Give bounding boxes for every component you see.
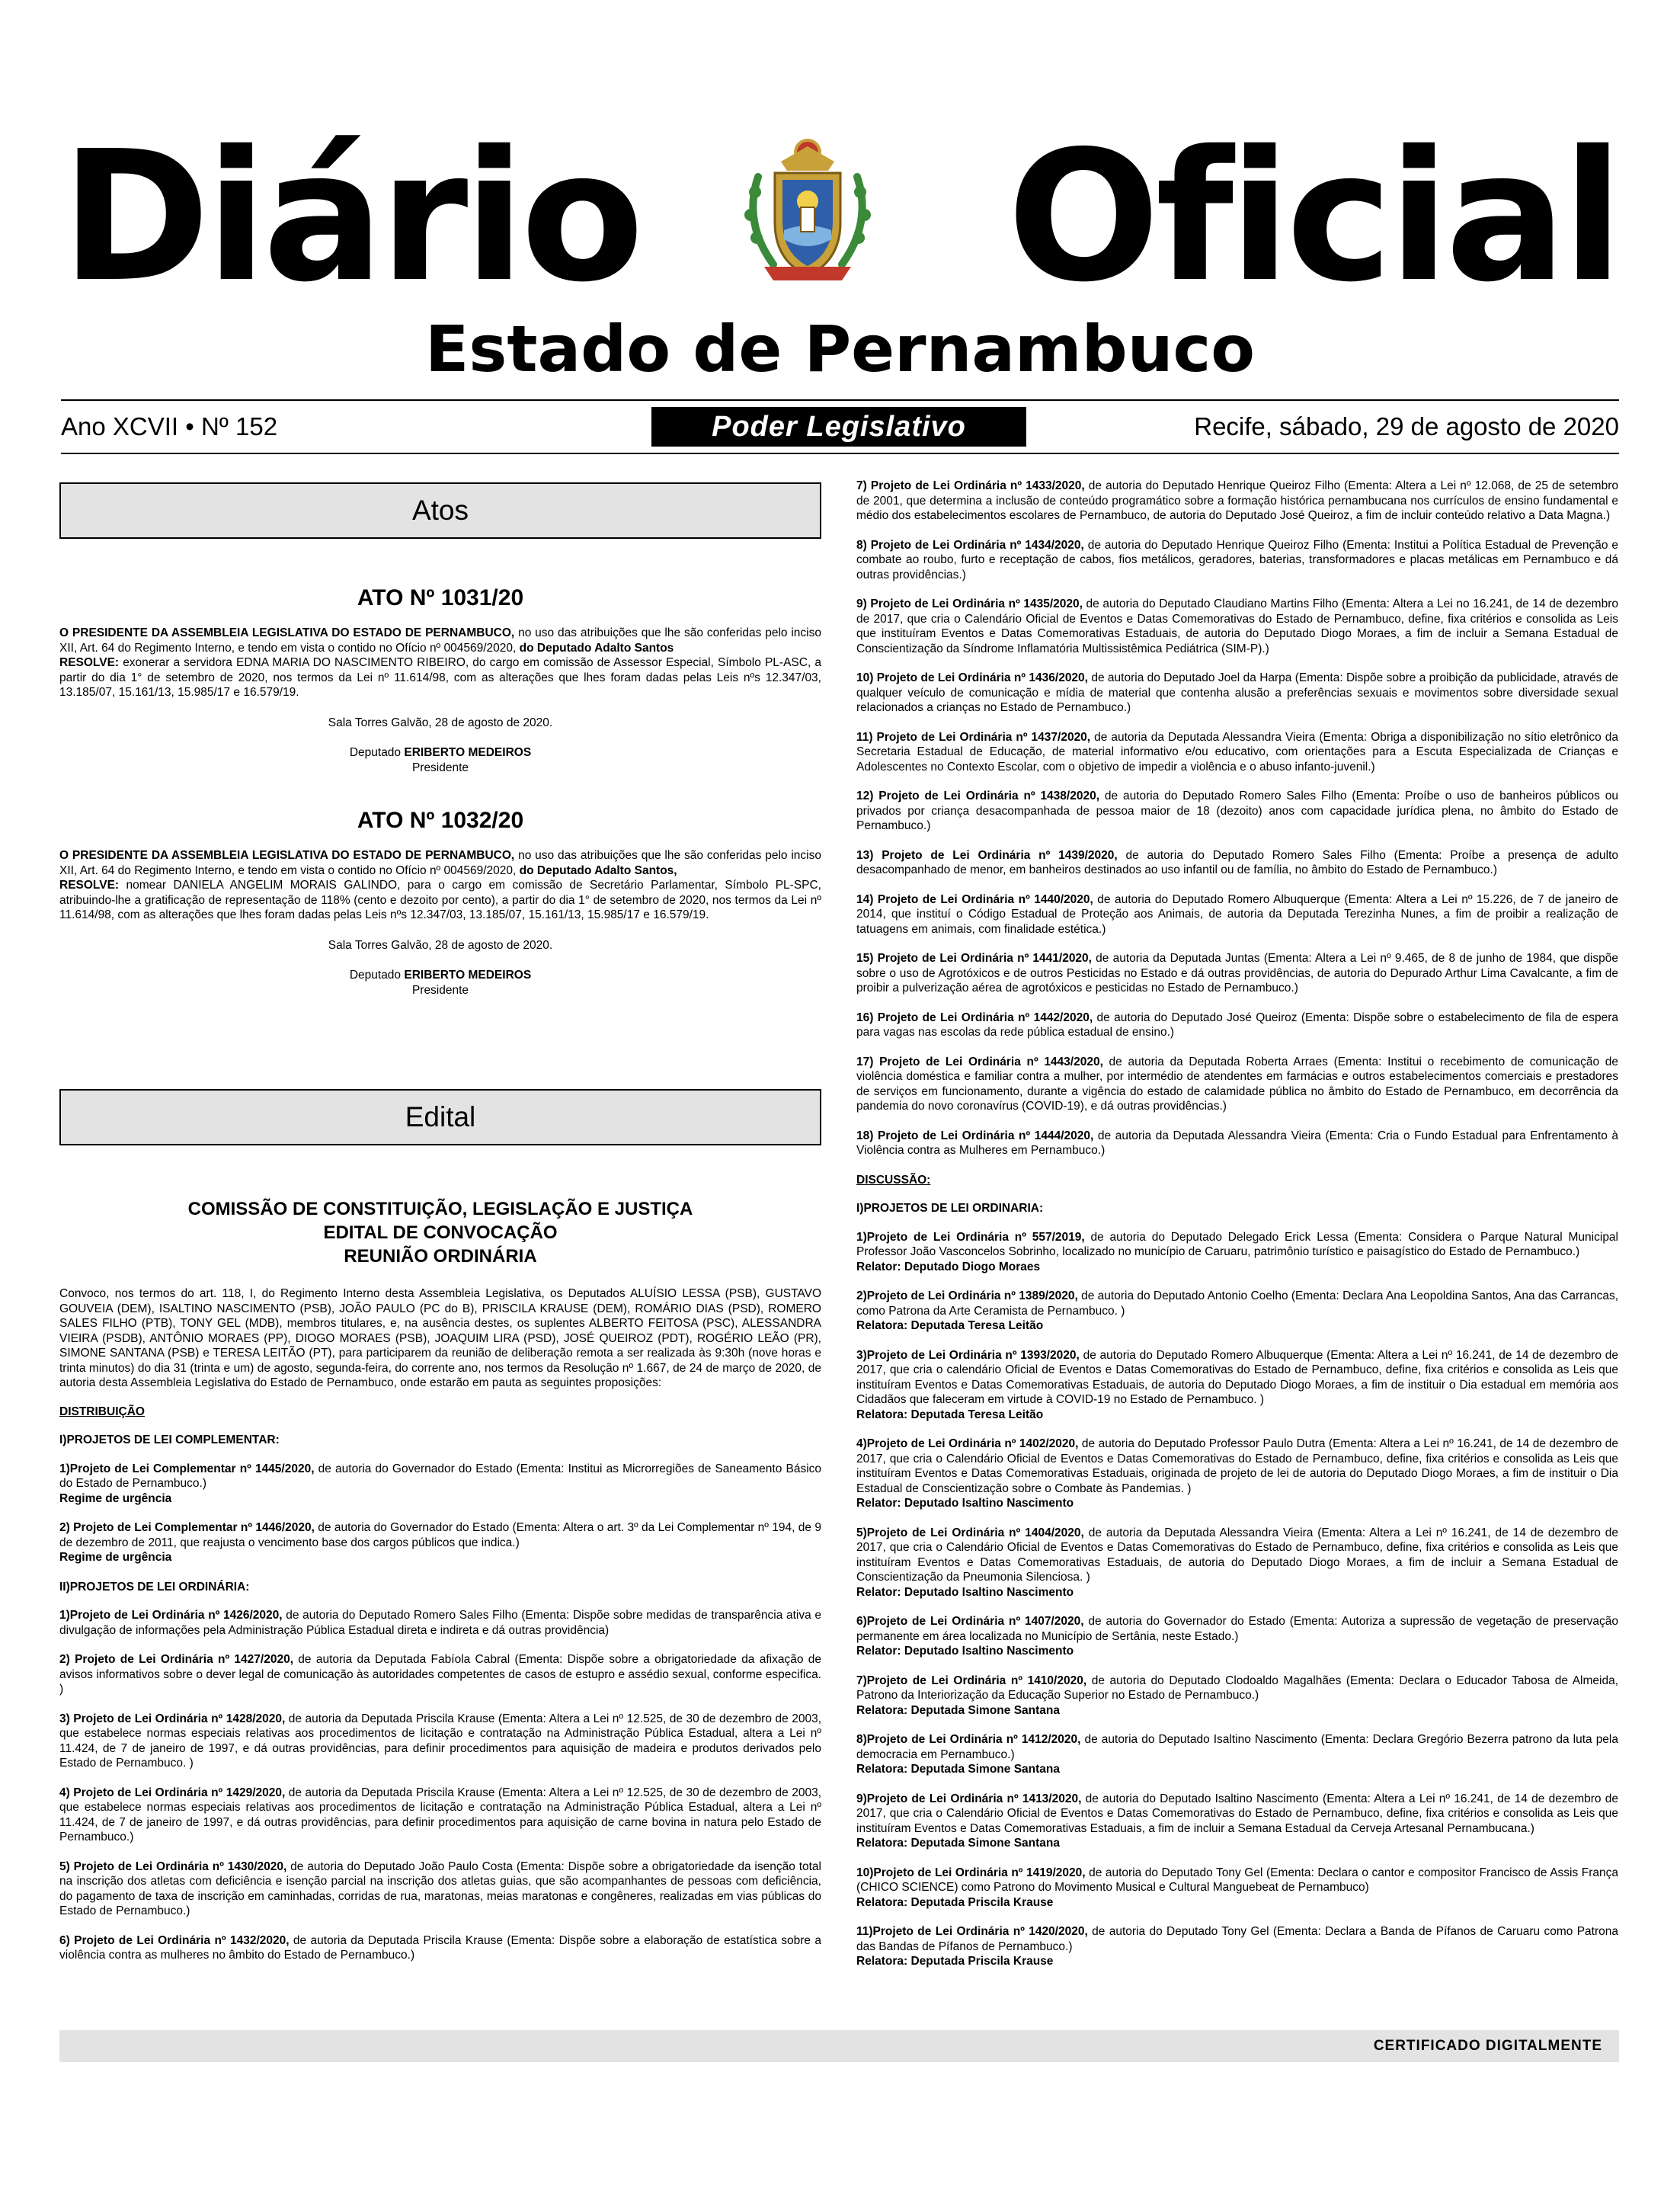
project-item: 1)Projeto de Lei Ordinária nº 1426/2020, de autoria do Deputado Romero Sales Filho (Ementa: Dispõe sobre medidas de transparência ativa e divulgação de informações pela Administração Pública Estadual direta e indireta e dá outras providência) <box>59 1609 822 1637</box>
project-item-note: Relatora: Deputada Simone Santana <box>856 1763 1061 1776</box>
project-item: 10) Projeto de Lei Ordinária nº 1436/2020, de autoria do Deputado Joel da Harpa (Ementa: Dispõe sobre a proibição da publicidade, através de qualquer veículo de comunicação e mídia de material que contenha alusão a preferências sexuais e movimentos sobre diversidade sexual relacionados a crianças no Estado de Pernambuco.) <box>856 671 1619 714</box>
state-coat-of-arms-icon <box>728 131 888 291</box>
discussion-heading: DISCUSSÃO: <box>856 1173 931 1187</box>
project-item: 2) Projeto de Lei Complementar nº 1446/2020, de autoria do Governador do Estado (Ementa: Altera o art. 3º da Lei Complementar nº 194, de 9 de dezembro de 2011, que reajusta o vencimento base dos cargos públicos que indica.) Regime de urgência <box>59 1521 821 1564</box>
left-column <box>59 479 821 1978</box>
project-item: 10)Projeto de Lei Ordinária nº 1419/2020, de autoria do Deputado Tony Gel (Ementa: Declara o cantor e compositor Francisco de Assis França (CHICO SCIENCE) como Patrono do Movimento Musical e Cultural Manguebeat de Pernambuco) Relatora: Deputada Priscila Krause <box>856 1866 1619 1909</box>
project-item: 12) Projeto de Lei Ordinária nº 1438/2020, de autoria do Deputado Romero Sales Filho (Ementa: Proíbe o uso de banheiros públicos ou privados por criança desacompanhada de pessoa maior de 18 (dezoito) anos com capacidade jurídica plena, no âmbito do Estado de Pernambuco.) <box>856 790 1618 832</box>
project-item: 1)Projeto de Lei Complementar nº 1445/2020, de autoria do Governador do Estado (Ementa: Institui as Microrregiões de Saneamento Básico do Estado de Pernambuco.) Regime de urgência <box>59 1462 822 1505</box>
ordinary-projects-list <box>59 1608 821 1963</box>
project-item: 6) Projeto de Lei Ordinária nº 1432/2020, de autoria da Deputada Priscila Krause (Ementa: Dispõe sobre a elaboração de estatística sobre a violência contra as mulheres no âmbito do Estado de Pernambuco.) <box>59 1933 821 1962</box>
masthead-rule-top <box>61 399 1619 401</box>
project-item: 8)Projeto de Lei Ordinária nº 1412/2020, de autoria do Deputado Isaltino Nascimento (Ementa: Declara Gregório Bezerra patrono da luta pela democracia em Pernambuco.) Relatora: Deputada Simone Santana <box>856 1733 1618 1776</box>
ato-1031-preamble: O PRESIDENTE DA ASSEMBLEIA LEGISLATIVA DO ESTADO DE PERNAMBUCO, no uso das atribuições que lhe são conferidas pelo inciso XII, Art. 64 do Regimento Interno, e tendo em vista o contido no Ofício nº 004569/2020, do Deputado Adalto Santos <box>59 626 821 655</box>
ato-1032-signer-role: Presidente <box>411 983 469 997</box>
right-column <box>856 479 1618 1984</box>
ato-1032-resolve: RESOLVE: nomear DANIELA ANGELIM MORAIS GALINDO, para o cargo em comissão de Secretário Parlamentar, Símbolo PL-SPC, atribuindo-lhe a gratificação de representação de 118% (cento e dezoito por cento), a partir do dia 1° de setembro de 2020, nos termos da Lei nº 11.614/98, com as alterações que lhes foram dadas pelas Leis nºs 12.347/03, 13.185/07, 15.161/13, 15.985/17 e 16.579/19. <box>59 879 821 921</box>
publication-date: Recife, sábado, 29 de agosto de 2020 <box>1194 412 1619 440</box>
project-item: 14) Projeto de Lei Ordinária nº 1440/2020, de autoria do Deputado Romero Albuquerque (Ementa: Altera a Lei nº 15.226, de 7 de janeiro de 2014, que instituí o Código Estadual de Proteção aos Animais, de autoria da Deputada Terezinha Nunes, a fim de proibir a realização de tatuagens em animais, com finalidade estética.) <box>856 892 1619 936</box>
digital-certification-label: CERTIFICADO DIGITALMENTE <box>1373 2038 1602 2054</box>
project-item: 3)Projeto de Lei Ordinária nº 1393/2020, de autoria do Deputado Romero Albuquerque (Ementa: Altera a Lei nº 16.241, de 14 de dezembro de 2017, que cria o calendário Oficial de Eventos e Datas Comemorativas do Estado de Pernambuco, define, fixa critérios e consolida as Leis que instituíram Eventos e Datas Comemorativas Estaduais, de autoria do Deputado Diogo Moraes, a fim de instituir o Dia estadual em memória aos Cidadãos que faleceram em virtude à COVID-19 no Estado de Pernambuco. ) Relatora: Deputada Teresa Leitão <box>856 1348 1618 1421</box>
discussion-projects-list <box>856 1230 1618 1969</box>
project-item-note: Relatora: Deputada Priscila Krause <box>856 1895 1054 1909</box>
edital-title: EDITAL DE CONVOCAÇÃO <box>323 1222 558 1243</box>
project-item: 18) Projeto de Lei Ordinária nº 1444/2020, de autoria da Deputada Alessandra Vieira (Ementa: Cria o Fundo Estadual para Enfrentamento à Violência contra as Mulheres em Pernambuco.) <box>856 1129 1619 1157</box>
ato-1032-title: ATO Nº 1032/20 <box>357 808 524 833</box>
project-item-note: Relatora: Deputada Teresa Leitão <box>856 1408 1044 1421</box>
project-item: 6)Projeto de Lei Ordinária nº 1407/2020, de autoria do Governador do Estado (Ementa: Autoriza a supressão de vegetação de preservação permanente em área localizada no Município de Sertânia, neste Estado.) Relator: Deputado Isaltino Nascimento <box>856 1615 1618 1658</box>
discussion-projects-heading: I)PROJETOS DE LEI ORDINARIA: <box>856 1202 1044 1215</box>
edition-number: Ano XCVII • Nº 152 <box>61 412 278 440</box>
project-item-note: Regime de urgência <box>59 1491 172 1505</box>
project-item-note: Relator: Deputado Isaltino Nascimento <box>856 1497 1074 1510</box>
project-item: 5) Projeto de Lei Ordinária nº 1430/2020, de autoria do Deputado João Paulo Costa (Ementa: Dispõe sobre a obrigatoriedade da isenção total na inscrição dos atletas com deficiência e isenção parcial na inscrição dos atletas guias, que são acompanhantes de pessoas com deficiência, do pagamento de taxa de inscrição em caminhadas, corridas de rua, maratonas, meias maratonas e congêneres, realizadas em vias públicas do Estado de Pernambuco.) <box>59 1859 821 1917</box>
ato-1032-preamble: O PRESIDENTE DA ASSEMBLEIA LEGISLATIVA DO ESTADO DE PERNAMBUCO, no uso das atribuições que lhe são conferidas pelo inciso XII, Art. 64 do Regimento Interno, e tendo em vista o contido no Ofício nº 004569/2020, do Deputado Adalto Santos, <box>59 849 821 877</box>
project-item: 5)Projeto de Lei Ordinária nº 1404/2020, de autoria da Deputada Alessandra Vieira (Ementa: Altera a Lei nº 16.241, de 14 de dezembro de 2017, que cria o Calendário Oficial de Eventos e Datas Comemorativas do Estado de Pernambuco, define, fixa critérios e consolida as Leis que instituíram Eventos e Datas Comemorativas Estaduais, de autoria do Deputado Diogo Moraes, a fim de incluir a Semana Estadual de Conscientização da Pneumonia Silenciosa. ) Relator: Deputado Isaltino Nascimento <box>856 1526 1618 1599</box>
project-item-note: Relatora: Deputada Simone Santana <box>856 1837 1061 1850</box>
section-tag: Poder Legislativo <box>651 407 1026 447</box>
masthead-title-left: Diário <box>61 112 640 322</box>
project-item: 2)Projeto de Lei Ordinária nº 1389/2020, de autoria do Deputado Antonio Coelho (Ementa: Declara Ana Leopoldina Santos, Ana das Carrancas, como Patrona da Arte Ceramista de Pernambuco. ) Relatora: Deputada Teresa Leitão <box>856 1289 1618 1332</box>
project-item: 1)Projeto de Lei Ordinária nº 557/2019, de autoria do Deputado Delegado Erick Lessa (Ementa: Considera o Parque Natural Municipal Professor João Vasconcelos Sobrinho, localizado no município de Caruaru, patrimônio turístico e paisagístico do Estado de Pernambuco.) Relator: Deputado Diogo Moraes <box>856 1230 1618 1273</box>
ato-1032-place-date: Sala Torres Galvão, 28 de agosto de 2020. <box>328 938 553 952</box>
complementary-projects-list <box>59 1462 821 1565</box>
project-item: 15) Projeto de Lei Ordinária nº 1441/2020, de autoria da Deputada Juntas (Ementa: Altera a Lei nº 9.465, de 8 de junho de 1984, que dispõe sobre o uso de Agrotóxicos e de outros Pesticidas no Estado e dá outras providências, de autoria do Depurado Arthur Lima Cavalcante, a fim de proibir a pulverização aérea de agrotóxicos e pesticidas no Estado de Pernambuco.) <box>856 952 1618 995</box>
complementary-projects-heading: I)PROJETOS DE LEI COMPLEMENTAR: <box>59 1433 280 1446</box>
project-item: 9) Projeto de Lei Ordinária nº 1435/2020, de autoria do Deputado Claudiano Martins Filho (Ementa: Altera a Lei no 16.241, de 14 de dezembro de 2017, que cria o Calendário Oficial de Eventos e Datas Comemorativas do Estado de Pernambuco, define, fixa critérios e consolida as Leis que instituíram Eventos e Datas Comemorativas Estaduais, de autoria do Deputado Diogo Moraes, a fim de incluir a Semana Estadual de Conscientização da Síndrome Inflamatória Multissistêmica Pediátrica (SIM-P).) <box>856 597 1618 655</box>
ato-1031-signature: Deputado ERIBERTO MEDEIROS <box>349 746 532 759</box>
convocation-intro: Convoco, nos termos do art. 118, I, do Regimento Interno desta Assembleia Legislativa, os Deputados ALUÍSIO LESSA (PSB), GUSTAVO GOUVEIA (DEM), ISALTINO NASCIMENTO (PSB), JOÃO PAULO (PC do B), PRISCILA KRAUSE (DEM), ROMÁRIO DIAS (PSD), ROMERO SALES FILHO (PTB), TONY GEL (MDB), membros titulares, e, na ausência destes, os suplentes ALBERTO FEITOSA (PSC), ALESSANDRA VIEIRA (PSDB), ANTÔNIO MORAES (PP), DIOGO MORAES (PSB), JOAQUIM LIRA (PSD), JOSÉ QUEIROZ (PDT), ROGÉRIO LEÃO (PR), SIMONE SANTANA (PSB) e TERESA LEITÃO (PT), para participarem da reunião de deliberação remota a ser realizada às 9:30h (nove horas e trinta minutos) do dia 31 (trinta e um) de agosto, segunda-feira, do corrente ano, nos termos da Resolução nº 1.667, de 24 de março de 2020, de autoria desta Assembleia Legislativa do Estado de Pernambuco, onde estarão em pauta as seguintes proposições: <box>59 1287 821 1389</box>
project-item: 2) Projeto de Lei Ordinária nº 1427/2020, de autoria da Deputada Fabíola Cabral (Ementa: Dispõe sobre a obrigatoriedade da afixação de avisos informativos sobre o dever legal de comunicação às autoridades competentes de casos de estupro e assédio sexual, conforme especifica. ) <box>59 1653 821 1696</box>
project-item-note: Regime de urgência <box>59 1551 172 1564</box>
ato-1031-resolve: RESOLVE: exonerar a servidora EDNA MARIA DO NASCIMENTO RIBEIRO, do cargo em comissão de Assessor Especial, Símbolo PL-ASC, a partir do dia 1° de setembro de 2020, nos termos da Lei nº 11.614/98, com as alterações que lhes foram dadas pelas Leis nºs 12.347/03, 13.185/07, 15.161/13, 15.985/17 e 16.579/19. <box>59 656 821 699</box>
ato-1031-signer-role: Presidente <box>411 761 469 774</box>
project-item-note: Relator: Deputado Diogo Moraes <box>856 1260 1041 1273</box>
project-item-note: Relator: Deputado Isaltino Nascimento <box>856 1645 1074 1658</box>
section-heading-edital: Edital <box>59 1089 821 1145</box>
project-item: 4) Projeto de Lei Ordinária nº 1429/2020, de autoria da Deputada Priscila Krause (Ementa: Altera a Lei nº 12.525, de 30 de dezembro de 2003, que estabelece normas especiais relativas aos procedimentos de licitação e contratação na Administração Pública Estadual, altera a Lei nº 11.424, de 7 de janeiro de 1997, e dá outras providências, para definir procedimentos para aquisição de carne bovina in natura pelo Estado de Pernambuco.) <box>59 1786 821 1843</box>
commission-title: COMISSÃO DE CONSTITUIÇÃO, LEGISLAÇÃO E JUSTIÇA <box>187 1199 693 1219</box>
project-item-note: Relatora: Deputada Teresa Leitão <box>856 1319 1044 1332</box>
footer-bar <box>59 2030 1619 2062</box>
project-item-note: Relator: Deputado Isaltino Nascimento <box>856 1585 1074 1599</box>
project-item: 7) Projeto de Lei Ordinária nº 1433/2020, de autoria do Deputado Henrique Queiroz Filho (Ementa: Altera a Lei nº 12.068, de 25 de setembro de 2001, que determina a inclusão de conteúdo programático sobre a formação histórica pernambucana nos currículos de ensino fundamental e médio dos estabelecimentos escolares de Pernambuco, de autoria do Deputado José Queiroz, a fim de incluir conteúdo relativo a Data Magna.) <box>856 479 1618 522</box>
project-item: 9)Projeto de Lei Ordinária nº 1413/2020, de autoria do Deputado Isaltino Nascimento (Ementa: Altera a Lei nº 16.241, de 14 de dezembro de 2017, que cria o Calendário Oficial de Eventos e Datas Comemorativas do Estado de Pernambuco, define, fixa critérios e consolida as Leis que instituíram Eventos e Datas Comemorativas Estaduais, a fim de incluir a Semana Estadual da Cerveja Artesanal Pernambucana.) Relatora: Deputada Simone Santana <box>856 1792 1618 1850</box>
project-item: 11) Projeto de Lei Ordinária nº 1437/2020, de autoria da Deputada Alessandra Vieira (Ementa: Obriga a disponibilização no sítio eletrônico da Secretaria Estadual de Educação, de material informativo e/ou educativo, com orientações para a Escuta Especializada de Crianças e Adolescentes no Contexto Escolar, com o objetivo de impedir a violência e o abuso infanto-juvenil.) <box>856 730 1619 774</box>
project-item: 17) Projeto de Lei Ordinária nº 1443/2020, de autoria da Deputada Roberta Arraes (Ementa: Institui o recebimento de comunicação de violência doméstica e familiar contra a mulher, por intermédio de atendentes em farmácias e outros estabelecimentos comerciais e prestadores de serviços em funcionamento, durante a vigência do estado de calamidade pública no âmbito do Estado de Pernambuco, em decorrência da pandemia do novo coronavírus (COVID-19), e dá outras providências.) <box>856 1055 1618 1113</box>
distribution-heading: DISTRIBUIÇÃO <box>59 1405 145 1418</box>
masthead-subtitle: Estado de Pernambuco <box>424 312 1256 386</box>
meeting-title: REUNIÃO ORDINÁRIA <box>344 1246 537 1267</box>
section-heading-atos: Atos <box>59 482 821 539</box>
project-item: 11)Projeto de Lei Ordinária nº 1420/2020, de autoria do Deputado Tony Gel (Ementa: Declara a Banda de Pífanos de Caruaru como Patrona das Bandas de Pífanos de Pernambuco.) Relatora: Deputada Priscila Krause <box>856 1925 1618 1968</box>
project-item: 4)Projeto de Lei Ordinária nº 1402/2020, de autoria do Deputado Professor Paulo Dutra (Ementa: Altera a Lei nº 16.241, de 14 de dezembro de 2017, que cria o Calendário Oficial de Eventos e Datas Comemorativas do Estado de Pernambuco, define, fixa critérios e consolida as Leis que instituíram Eventos e Datas Comemorativas Estaduais, originada de projeto de lei de autoria do Deputado Diogo Moraes, a fim de instituir o Dia Estadual de Conscientização sobre o Combate às Pandemias. ) Relator: Deputado Isaltino Nascimento <box>856 1437 1619 1510</box>
masthead-title-right: Oficial <box>1006 112 1619 322</box>
ato-1031-title: ATO Nº 1031/20 <box>357 585 524 610</box>
project-item: 3) Projeto de Lei Ordinária nº 1428/2020, de autoria da Deputada Priscila Krause (Ementa: Altera a Lei nº 12.525, de 30 de dezembro de 2003, que estabelece normas especiais relativas aos procedimentos de licitação e contratação na Administração Pública Estadual, altera a Lei nº 11.424, de 7 de janeiro de 1997, e dá outras providências, para definir procedimentos para aquisição de madeira e produtos derivados pelo Estado de Pernambuco. ) <box>59 1712 821 1770</box>
ato-1031-place-date: Sala Torres Galvão, 28 de agosto de 2020. <box>328 716 553 729</box>
masthead-rule-bottom <box>61 453 1619 454</box>
project-item: 8) Projeto de Lei Ordinária nº 1434/2020, de autoria do Deputado Henrique Queiroz Filho (Ementa: Institui a Política Estadual de Prevenção e combate ao roubo, furto e receptação de cabos, fios metálicos, geradores, baterias, transformadores e placas metálicas em Pernambuco e dá outras providências.) <box>856 538 1618 581</box>
project-item: 16) Projeto de Lei Ordinária nº 1442/2020, de autoria do Deputado José Queiroz (Ementa: Dispõe sobre o estabelecimento de fila de espera para vagas nas escolas da rede pública estadual de ensino.) <box>856 1011 1619 1039</box>
ato-1032-signature: Deputado ERIBERTO MEDEIROS <box>349 969 532 982</box>
project-item: 13) Projeto de Lei Ordinária nº 1439/2020, de autoria do Deputado Romero Sales Filho (Ementa: Proíbe a presença de adulto desacompanhado de menor, em banheiros destinados ao uso infantil ou de família, no âmbito do Estado de Pernambuco.) <box>856 848 1618 876</box>
project-item: 7)Projeto de Lei Ordinária nº 1410/2020, de autoria do Deputado Clodoaldo Magalhães (Ementa: Declara o Educador Tabosa de Almeida, Patrono da Interiorização da Educação Superior no Estado de Pernambuco.) Relatora: Deputada Simone Santana <box>856 1674 1619 1717</box>
ordinary-projects-continued-list <box>856 479 1618 1158</box>
project-item-note: Relatora: Deputada Simone Santana <box>856 1703 1061 1717</box>
ordinary-projects-heading: II)PROJETOS DE LEI ORDINÁRIA: <box>59 1580 250 1594</box>
project-item-note: Relatora: Deputada Priscila Krause <box>856 1955 1054 1968</box>
